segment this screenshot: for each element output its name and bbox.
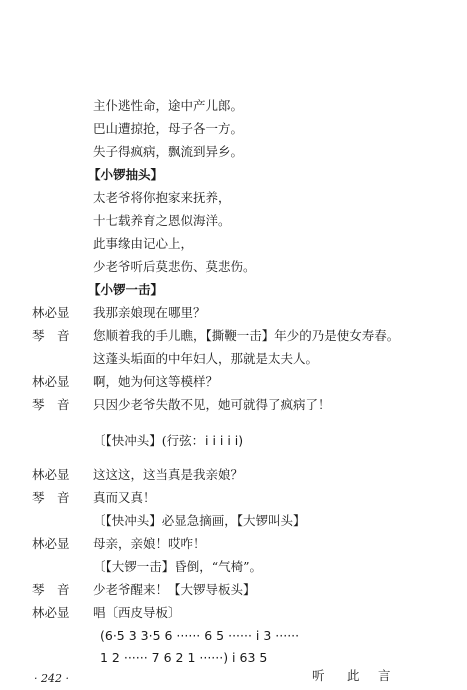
- dialogue-text: 真而又真！: [93, 490, 156, 505]
- lyric-char: 此: [347, 668, 360, 683]
- speaker-name: 琴 音: [32, 490, 70, 505]
- percussion-cue: 【小锣一击】: [88, 282, 164, 297]
- verse-line-7: 少老爷听后莫悲伤、莫悲伤。: [93, 259, 256, 274]
- dialogue-text: 这这这，这当真是我亲娘？: [93, 467, 244, 482]
- verse-line-6: 此事缘由记心上，: [93, 236, 194, 251]
- stage-direction: 〔【大锣一击】昏倒，“气椅”。: [93, 559, 263, 574]
- dialogue-text: 母亲，亲娘！哎咋！: [93, 536, 206, 551]
- stage-direction: 〔【快冲头】(行弦：: [93, 433, 205, 448]
- verse-line-1: 主仆逃性命，途中产儿郎。: [93, 98, 244, 113]
- dialogue-text: 只因少老爷失散不见，她可就得了疯病了！: [93, 397, 331, 412]
- speaker-name: 林必显: [32, 305, 70, 320]
- verse-line-5: 十七载养育之恩似海洋。: [93, 213, 231, 228]
- stage-direction: 〔【快冲头】必显急摘画，【大锣叫头】: [93, 513, 306, 528]
- percussion-cue: 【小锣抽头】: [88, 167, 164, 182]
- lyric-char: 言: [378, 668, 391, 683]
- dialogue-text: 少老爷醒来！【大锣导板头】: [93, 582, 256, 597]
- dialogue-text: 唱〔西皮导板〕: [93, 605, 181, 620]
- speaker-name: 琴 音: [32, 582, 70, 597]
- verse-line-2: 巴山遭掠抢，母子各一方。: [93, 121, 244, 136]
- speaker-name: 琴 音: [32, 328, 70, 343]
- notation-line: 1 2 ······ 7 6 2 1 ······) i 63 5: [100, 650, 268, 665]
- speaker-name: 林必显: [32, 605, 70, 620]
- notation-snippet: i i i i i): [205, 433, 244, 448]
- page-number: · 242 ·: [34, 672, 69, 685]
- verse-line-4: 太老爷将你抱家来抚养，: [93, 190, 231, 205]
- speaker-name: 林必显: [32, 374, 70, 389]
- dialogue-text: 我那亲娘现在哪里？: [93, 305, 206, 320]
- dialogue-text: 您顺着我的手儿瞧，【撕鞭一击】年少的乃是使女寿春。: [93, 328, 400, 343]
- speaker-name: 琴 音: [32, 397, 70, 412]
- notation-line: (6·5 3 3·5 6 ······ 6 5 ······ i 3 ······: [100, 628, 300, 643]
- dialogue-text: 啊，她为何这等模样？: [93, 374, 219, 389]
- speaker-name: 林必显: [32, 536, 70, 551]
- lyric-char: 听: [312, 668, 325, 683]
- dialogue-text: 这蓬头垢面的中年妇人，那就是太夫人。: [93, 351, 319, 366]
- speaker-name: 林必显: [32, 467, 70, 482]
- verse-line-3: 失子得疯病，飘流到异乡。: [93, 144, 244, 159]
